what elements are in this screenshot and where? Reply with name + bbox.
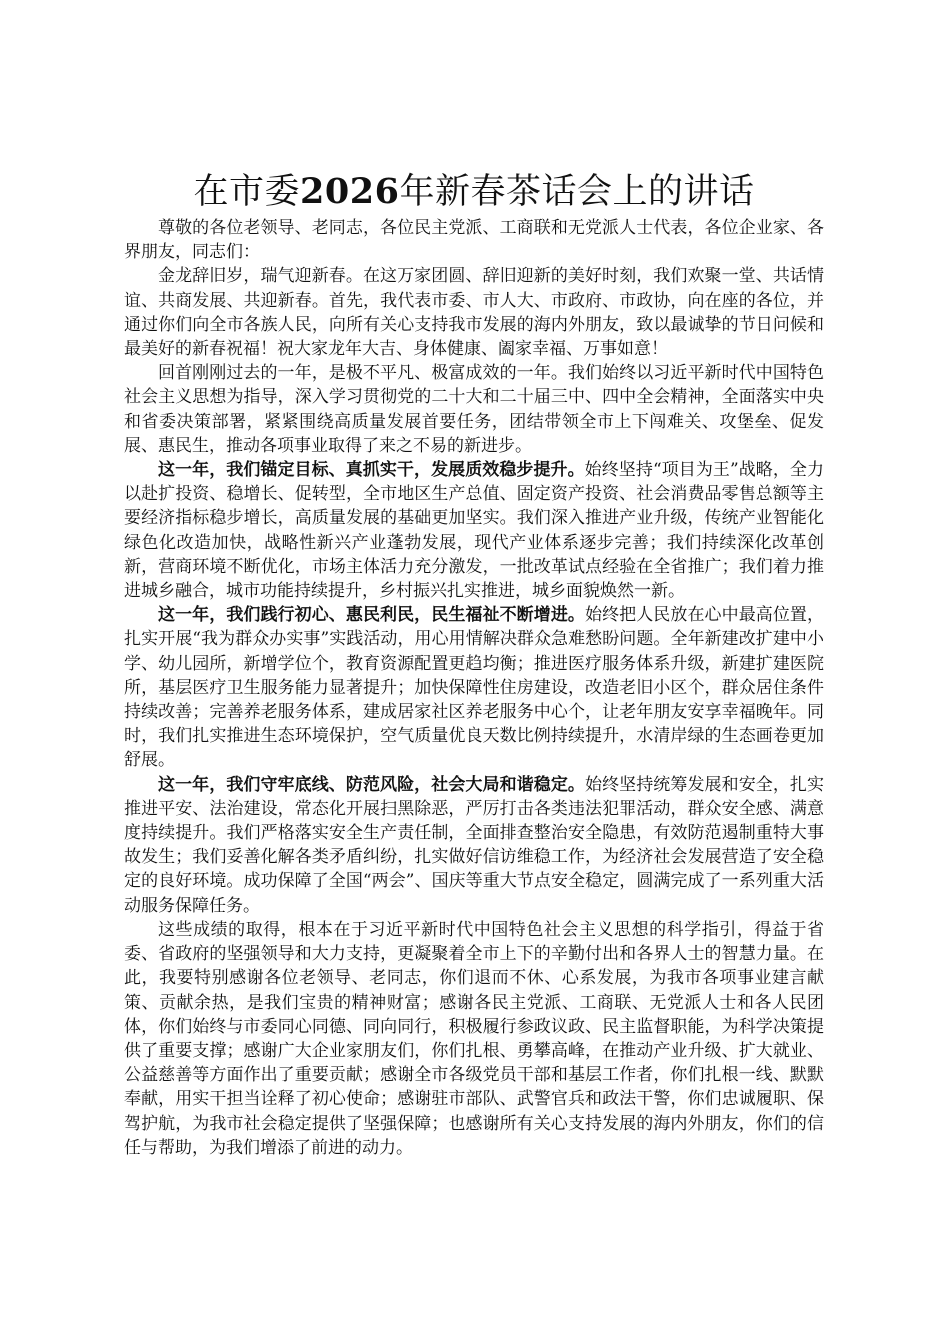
paragraph-lead: 这一年，我们守牢底线、防范风险，社会大局和谐稳定。	[158, 774, 585, 795]
title-suffix: 年新春茶话会上的讲话	[399, 172, 755, 212]
paragraph-text: 始终把人民放在心中最高位置，扎实开展“我为群众办实事”实践活动，用心用情解决群众急难愁盼问题。全年新建改扩建中小学、幼儿园所，新增学位个，教育资源配置更趋均衡；推进医疗服务体系升级，新建扩建医院所，基层医疗卫生服务能力显著提升；加快保障性住房建设，改造老旧小区个，群众居住条件持续改善；完善养老服务体系，建成居家社区养老服务中心个，让老年朋友安享幸福晚年。同时，我们扎实推进生态环境保护，空气质量优良天数比例持续提升，水清岸绿的生态画卷更加舒展。	[124, 605, 825, 771]
paragraph-text: 尊敬的各位老领导、老同志，各位民主党派、工商联和无党派人士代表，各位企业家、各界朋友，同志们：	[124, 218, 824, 263]
document-title	[124, 170, 824, 214]
development-paragraph	[124, 458, 824, 603]
livelihood-paragraph	[124, 603, 824, 772]
title-prefix: 在市委	[193, 172, 301, 212]
document-page	[124, 170, 824, 1160]
review-paragraph	[124, 361, 824, 458]
paragraph-lead: 这一年，我们践行初心、惠民利民，民生福祉不断增进。	[158, 605, 585, 626]
paragraph-text: 金龙辞旧岁，瑞气迎新春。在这万家团圆、辞旧迎新的美好时刻，我们欢聚一堂、共话情谊、共商发展、共迎新春。首先，我代表市委、市人大、市政府、市政协，向在座的各位，并通过你们向全市各族人民，向所有关心支持我市发展的海内外朋友，致以最诚挚的节日问候和最美好的新春祝福！祝大家龙年大吉、身体健康、阖家幸福、万事如意！	[124, 266, 824, 360]
paragraph-text: 始终坚持“项目为王”战略，全力以赴扩投资、稳增长、促转型，全市地区生产总值、固定资产投资、社会消费品零售总额等主要经济指标稳步增长，高质量发展的基础更加坚实。我们深入推进产业升级，传统产业智能化绿色化改造加快，战略性新兴产业蓬勃发展，现代产业体系逐步完善；我们持续深化改革创新，营商环境不断优化，市场主体活力充分激发，一批改革试点经验在全省推广；我们着力推进城乡融合，城市功能持续提升，乡村振兴扎实推进，城乡面貌焕然一新。	[124, 460, 824, 602]
paragraph-text: 始终坚持统筹发展和安全，扎实推进平安、法治建设，常态化开展扫黑除恶，严厉打击各类违法犯罪活动，群众安全感、满意度持续提升。我们严格落实安全生产责任制，全面排查整治安全隐患，有效防范遏制重特大事故发生；我们妥善化解各类矛盾纠纷，扎实做好信访维稳工作，为经济社会发展营造了安全稳定的良好环境。成功保障了全国“两会”、国庆等重大节点安全稳定，圆满完成了一系列重大活动服务保障任务。	[124, 774, 825, 916]
thanks-paragraph	[124, 918, 824, 1160]
paragraph-text: 这些成绩的取得，根本在于习近平新时代中国特色社会主义思想的科学指引，得益于省委、省政府的坚强领导和大力支持，更凝聚着全市上下的辛勤付出和各界人士的智慧力量。在此，我要特别感谢各位老领导、老同志，你们退而不休、心系发展，为我市各项事业建言献策、贡献余热，是我们宝贵的精神财富；感谢各民主党派、工商联、无党派人士和各人民团体，你们始终与市委同心同德、同向同行，积极履行参政议政、民主监督职能，为科学决策提供了重要支撑；感谢广大企业家朋友们，你们扎根、勇攀高峰，在推动产业升级、扩大就业、公益慈善等方面作出了重要贡献；感谢全市各级党员干部和基层工作者，你们扎根一线、默默奉献，用实干担当诠释了初心使命；感谢驻市部队、武警官兵和政法干警，你们忠诚履职、保驾护航，为我市社会稳定提供了坚强保障；也感谢所有关心支持发展的海内外朋友，你们的信任与帮助，为我们增添了前进的动力。	[124, 919, 824, 1158]
paragraph-text: 回首刚刚过去的一年，是极不平凡、极富成效的一年。我们始终以习近平新时代中国特色社会主义思想为指导，深入学习贯彻党的二十大和二十届三中、四中全会精神，全面落实中央和省委决策部署，紧紧围绕高质量发展首要任务，团结带领全市上下闯难关、攻堡垒、促发展、惠民生，推动各项事业取得了来之不易的新进步。	[124, 363, 824, 456]
paragraph-lead: 这一年，我们锚定目标、真抓实干，发展质效稳步提升。	[158, 460, 585, 481]
stability-paragraph	[124, 773, 824, 918]
greeting-paragraph	[124, 264, 824, 361]
salutation-paragraph	[124, 216, 824, 264]
title-year: 2026	[300, 171, 400, 212]
